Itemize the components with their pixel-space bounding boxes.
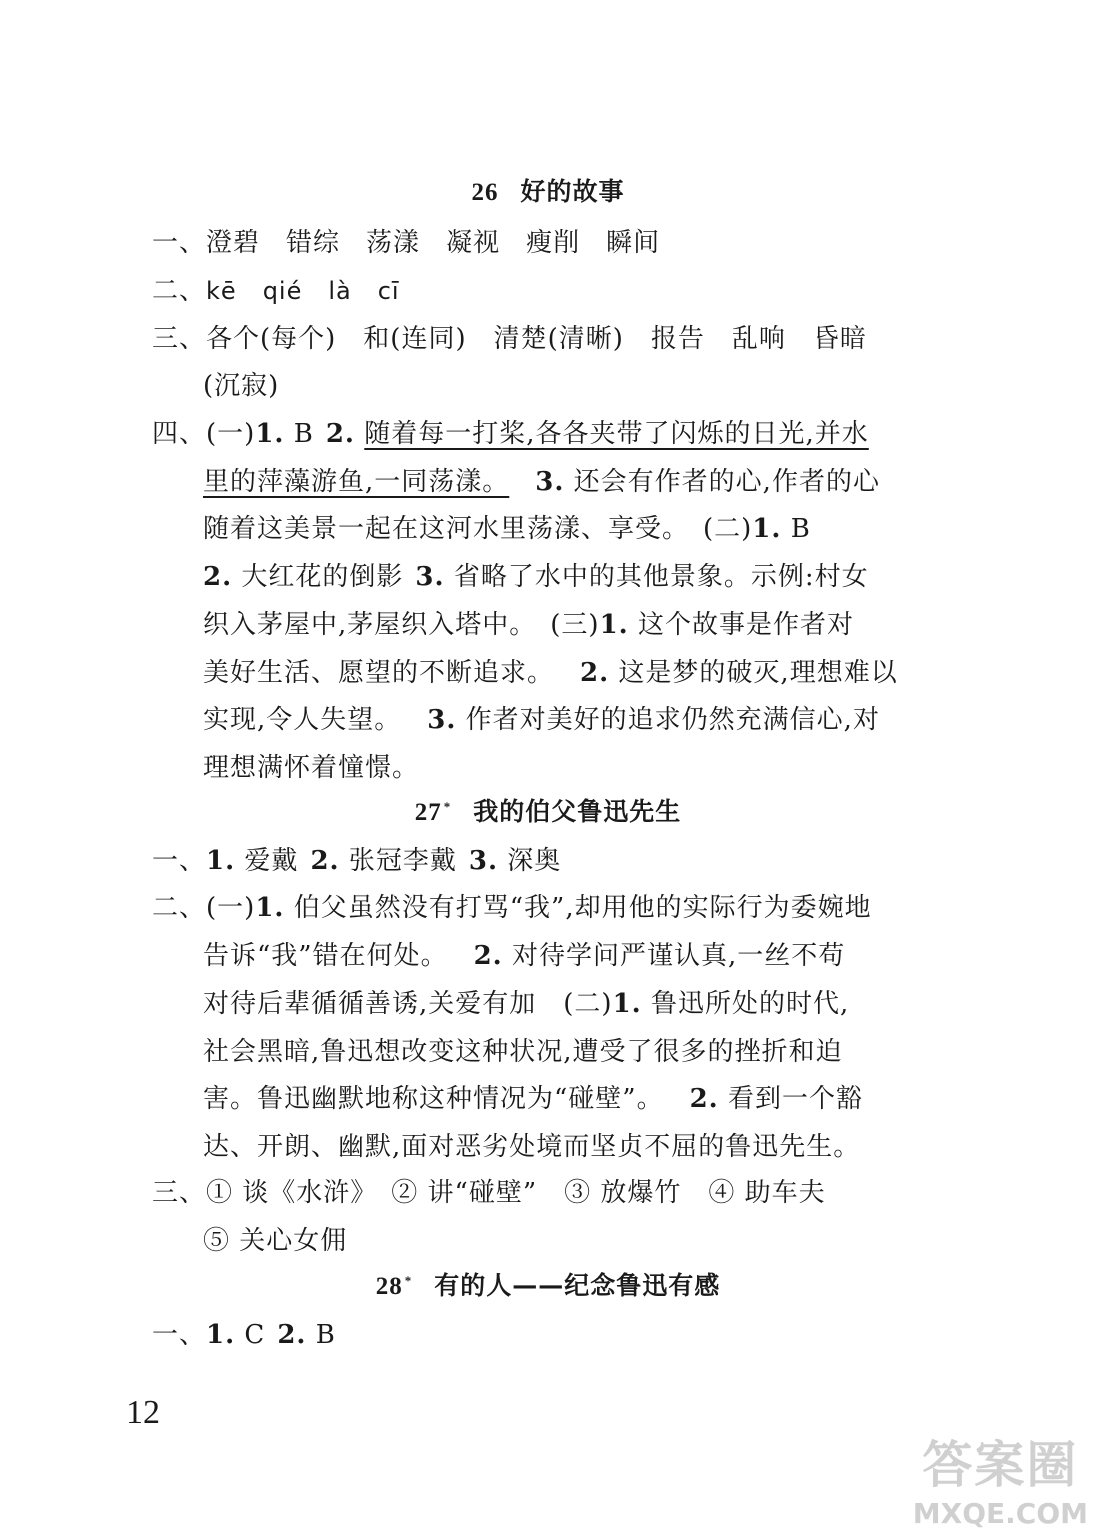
s26-q4-line8: [203, 747, 923, 784]
s26-q4-line3: [203, 508, 923, 545]
s27-q2-line1: [152, 887, 872, 924]
answer-text: 还会有作者的心,作者的心: [564, 467, 880, 497]
answer-text: 实现,令人失望。: [203, 705, 402, 735]
answer-text: 随着这美景一起在这河水里荡漾、享受。 (二): [203, 514, 753, 544]
item-number: 2.: [310, 846, 340, 876]
s27-q2-line5: [203, 1078, 923, 1115]
s26-q4-line2: [203, 461, 923, 498]
item-number: 2.: [203, 562, 233, 592]
watermark: [913, 1425, 1088, 1530]
question-label: 一、: [152, 228, 207, 258]
answer-text: 美好生活、愿望的不断追求。: [203, 658, 555, 688]
section-26-heading: [0, 172, 1096, 208]
answer-text: 爱戴: [235, 846, 299, 876]
star-mark: *: [404, 1272, 413, 1288]
item-number: 2.: [473, 941, 503, 971]
item-number: 3.: [468, 846, 499, 876]
item-number: 1.: [752, 514, 782, 544]
answer-word: 错综: [286, 228, 341, 258]
answer-text: 大红花的倒影: [232, 562, 404, 592]
answer-text: B: [306, 1320, 336, 1350]
answer-text: 害。鲁迅幽默地称这种情况为“碰壁”。: [203, 1084, 664, 1114]
s27-q1: [152, 840, 872, 877]
underlined-text: 里的萍藻游鱼,一同荡漾。: [203, 467, 510, 497]
underlined-text: 随着每一打桨,各各夹带了闪烁的日光,并水: [364, 419, 869, 449]
answer-text: 社会黑暗,鲁迅想改变这种状况,遭受了很多的挫折和迫: [203, 1037, 843, 1067]
answer-text: 织入茅屋中,茅屋织入塔中。 (三): [203, 610, 600, 640]
s27-q2-line4: [203, 1031, 923, 1068]
answer-text: 对待学问严谨认真,一丝不苟: [502, 941, 846, 971]
item-number: 2.: [689, 1084, 719, 1114]
section-28-heading: [0, 1266, 1096, 1302]
section-title: 我的伯父鲁迅先生: [473, 797, 682, 826]
item-number: 1.: [255, 419, 285, 449]
answer-text: 告诉“我”错在何处。: [203, 941, 448, 971]
s27-q2-line3: [203, 983, 923, 1020]
question-label: 二、: [152, 276, 207, 306]
part-label: (一): [206, 419, 256, 449]
pinyin: là: [328, 277, 352, 305]
s26-q4-line6: [203, 652, 923, 689]
pinyin: qié: [262, 277, 303, 305]
answer-text: 各个(每个) 和(连同) 清楚(清晰) 报告 乱响 昏暗: [206, 324, 867, 354]
answer-text: C: [235, 1320, 266, 1350]
s26-q4-line4: [203, 556, 923, 593]
star-mark: *: [443, 798, 452, 814]
item-number: 1.: [612, 989, 642, 1019]
watermark-logo: 答案圈: [922, 1436, 1079, 1494]
item-number: 3.: [427, 705, 457, 735]
answer-text: B: [781, 514, 811, 544]
section-27-heading: [0, 792, 1096, 828]
section-number-value: 27: [414, 799, 442, 826]
answer-text: 对待后辈循循善诱,关爱有加 (二): [203, 989, 613, 1019]
answer-text: 深奥: [498, 846, 562, 876]
answer-text: ① 谈《水浒》 ② 讲“碰壁” ③ 放爆竹 ④ 助车夫: [206, 1178, 826, 1208]
s26-q1: [152, 222, 872, 259]
answer-text: 这个故事是作者对: [628, 610, 854, 640]
s26-q4-line1: [152, 413, 872, 450]
item-number: 3.: [535, 467, 565, 497]
page-number: 12: [126, 1394, 160, 1431]
answer-text: 伯父虽然没有打骂“我”,却用他的实际行为委婉地: [284, 893, 872, 923]
part-label: (一): [206, 893, 256, 923]
answer-text: 作者对美好的追求仍然充满信心,对: [456, 705, 880, 735]
section-number: [376, 1273, 413, 1300]
question-label: 二、: [152, 893, 207, 923]
s27-q2-line2: [203, 935, 923, 972]
question-label: 一、: [152, 1320, 207, 1350]
item-number: 3.: [415, 562, 445, 592]
s26-q4-line5: [203, 604, 923, 641]
pinyin: cī: [377, 277, 400, 305]
s28-q1: [152, 1314, 872, 1351]
s26-q4-line7: [203, 699, 923, 736]
item-number: 2.: [580, 658, 610, 688]
watermark-url: MXQE.COM: [912, 1497, 1088, 1530]
item-number: 1.: [255, 893, 285, 923]
pinyin: kē: [206, 277, 237, 305]
section-title: 好的故事: [520, 177, 625, 206]
s27-q2-line6: [203, 1126, 923, 1163]
section-number: [415, 799, 452, 826]
answer-text: 这是梦的破灭,理想难以: [609, 658, 898, 688]
answer-text: 理想满怀着憧憬。: [203, 753, 420, 783]
answer-text: 看到一个豁: [718, 1084, 864, 1114]
item-number: 1.: [599, 610, 629, 640]
question-label: 四、: [152, 419, 207, 449]
s26-q2: [152, 270, 872, 307]
question-label: 三、: [152, 1178, 207, 1208]
answer-word: 凝视: [446, 228, 501, 258]
question-label: 三、: [152, 324, 207, 354]
answer-text: B: [284, 419, 314, 449]
section-number: 26: [471, 179, 499, 206]
answer-text: (沉寂): [203, 371, 280, 401]
item-number: 1.: [206, 846, 236, 876]
item-number: 2.: [277, 1320, 307, 1350]
item-number: 2.: [325, 419, 355, 449]
section-number-value: 28: [375, 1273, 403, 1300]
answer-word: 瘦削: [526, 228, 581, 258]
item-number: 1.: [206, 1320, 236, 1350]
answer-word: 澄碧: [206, 228, 261, 258]
answer-text: 达、开朗、幽默,面对恶劣处境而坚贞不屈的鲁迅先生。: [203, 1132, 861, 1162]
s26-q3: [152, 318, 872, 355]
s27-q3-cont: [203, 1220, 923, 1257]
s27-q3: [152, 1172, 872, 1209]
answer-text: 张冠李戴: [339, 846, 457, 876]
answer-text: 鲁迅所处的时代,: [641, 989, 850, 1019]
answer-word: 瞬间: [606, 228, 661, 258]
s26-q3-cont: [203, 365, 923, 402]
answer-word: 荡漾: [366, 228, 421, 258]
question-label: 一、: [152, 846, 207, 876]
answer-text: 省略了水中的其他景象。示例:村女: [444, 562, 869, 592]
section-title: 有的人——纪念鲁迅有感: [434, 1271, 721, 1300]
answer-text: ⑤ 关心女佣: [203, 1226, 348, 1256]
